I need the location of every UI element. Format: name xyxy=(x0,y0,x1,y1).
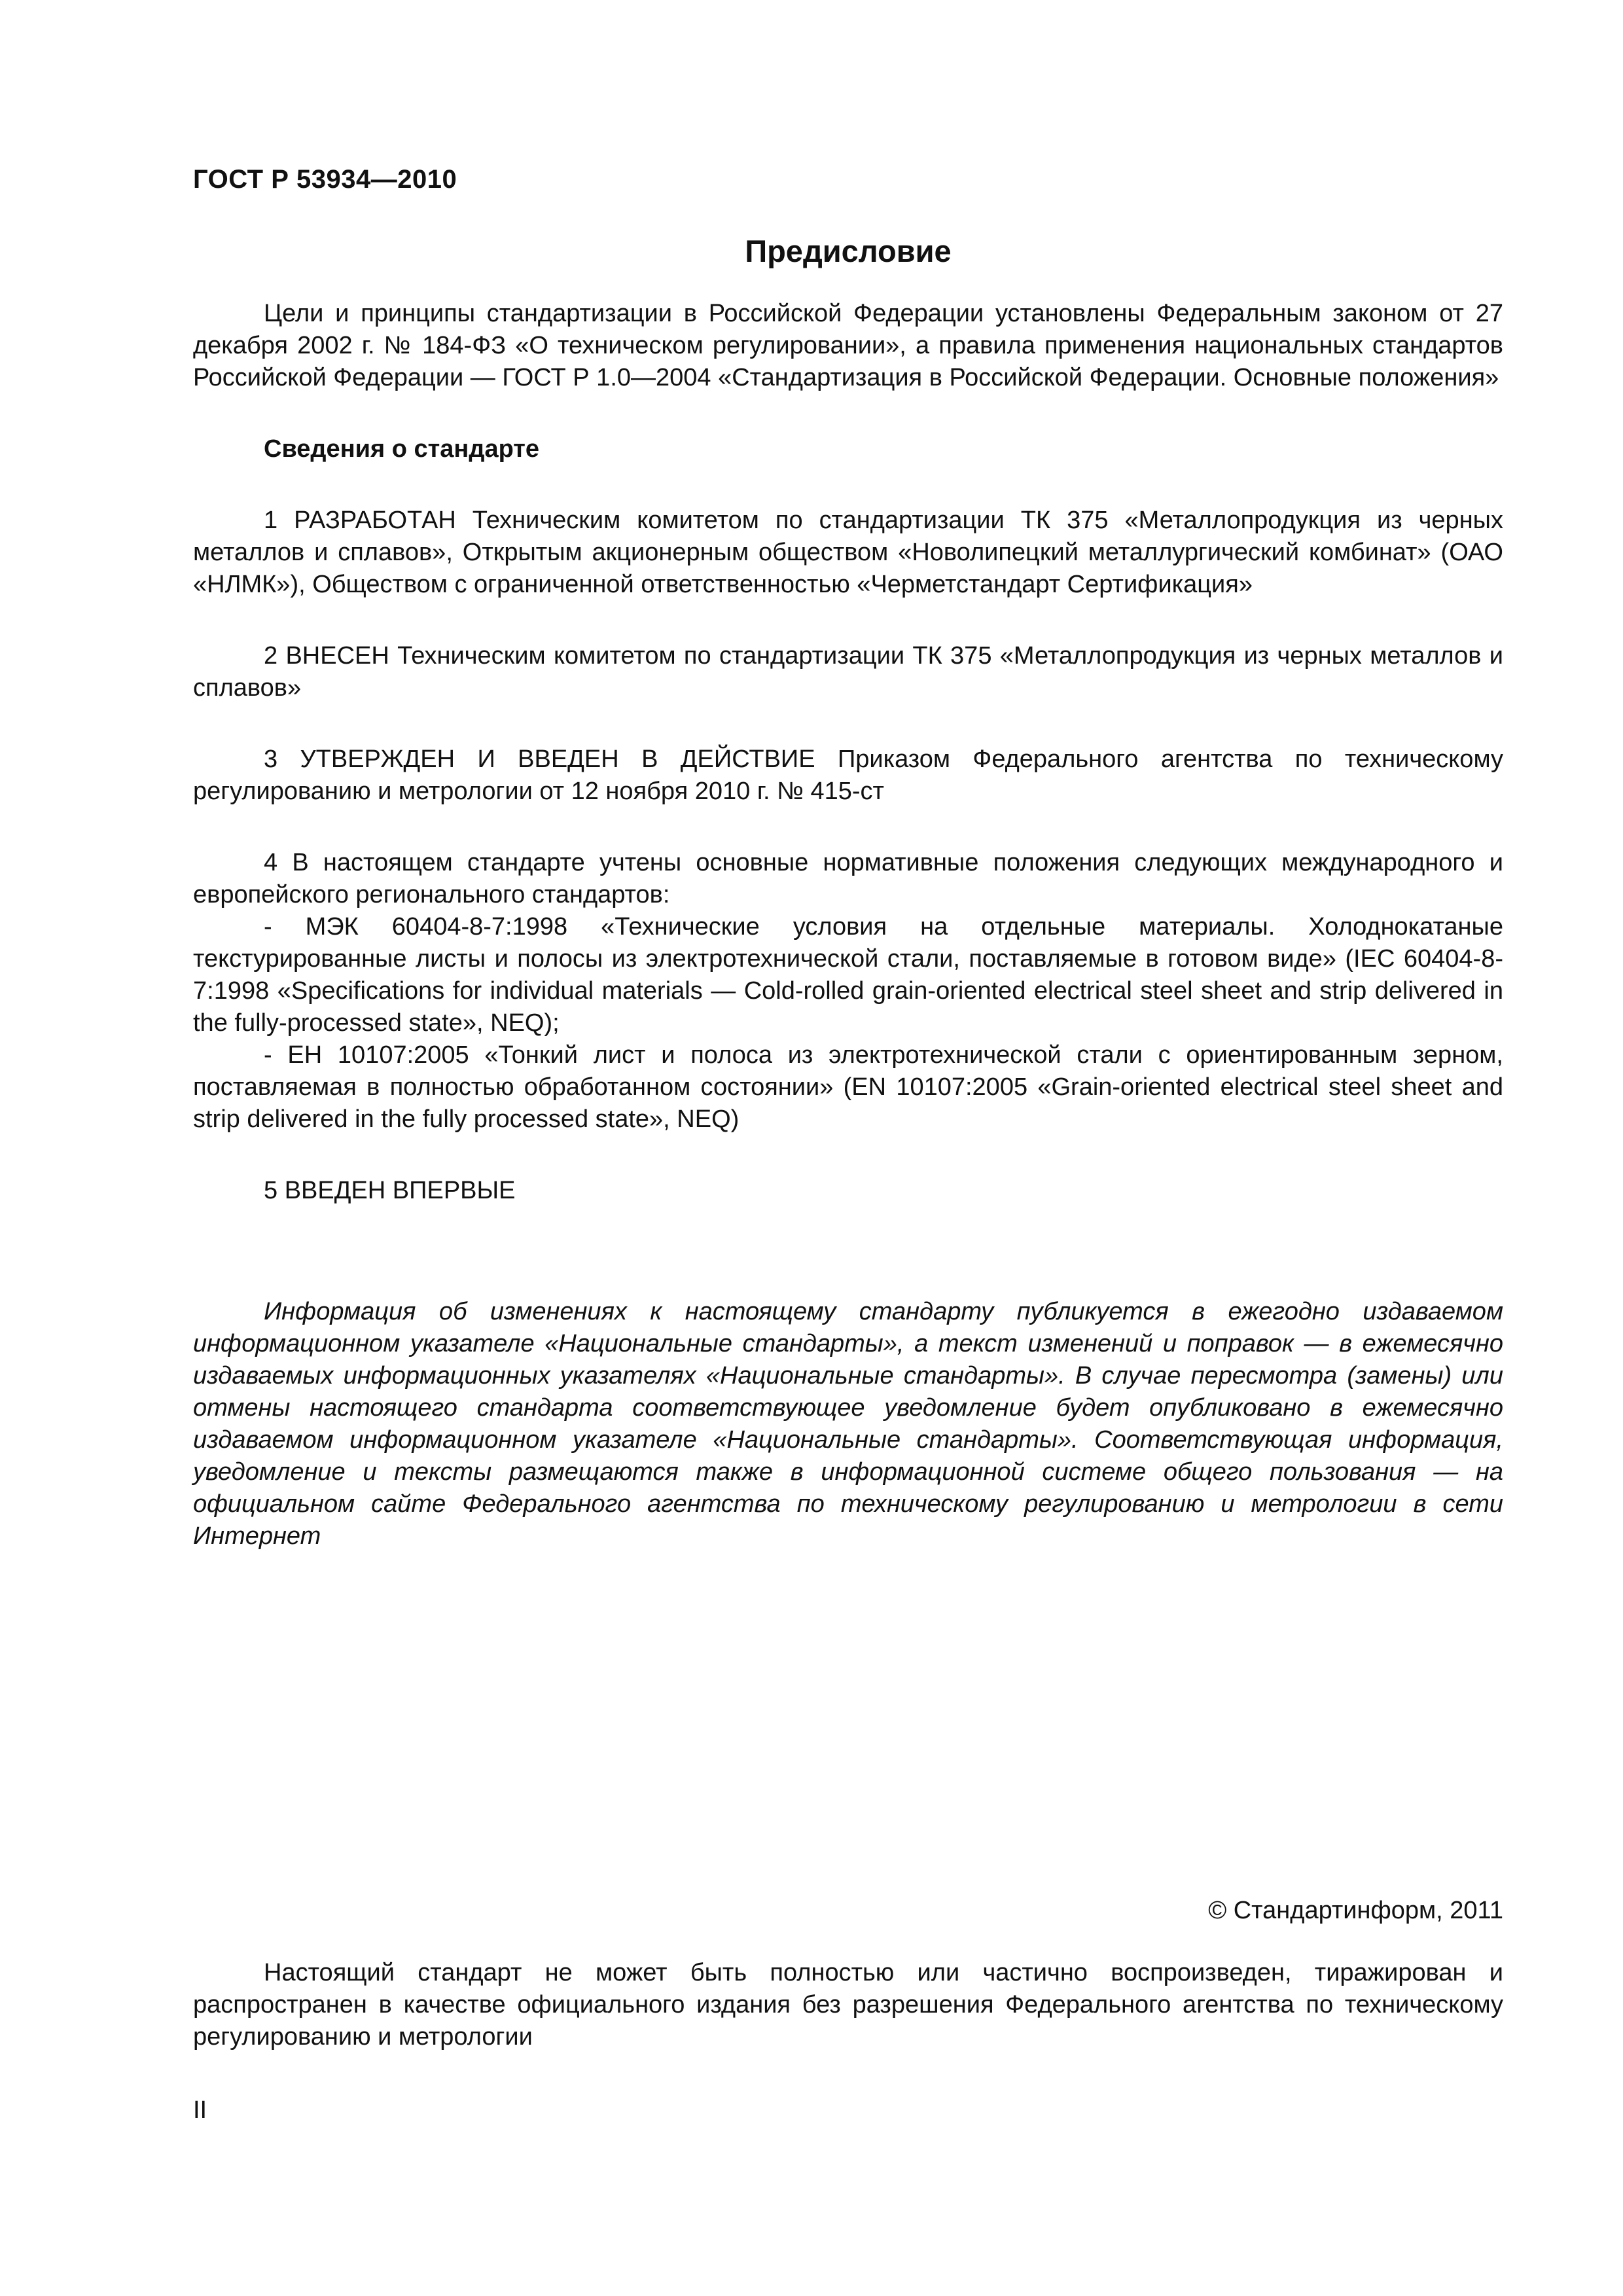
item-2-introduced: 2 ВНЕСЕН Техническим комитетом по стандартизации ТК 375 «Металлопродукция из черных металлов и сплавов» xyxy=(193,642,1503,702)
standard-info-heading: Сведения о стандарте xyxy=(264,435,540,463)
item-4-sub-en: - ЕН 10107:2005 «Тонкий лист и полоса из электротехнической стали с ориентированным зерном, поставляемая в полностью обработанном состоянии» (EN 10107:2005 «Grain-oriented electrical steel sheet and strip delivered in the fully processed state», NEQ) xyxy=(193,1041,1503,1133)
page-title: Предисловие xyxy=(745,234,952,268)
page-number: II xyxy=(193,2096,207,2124)
copyright-line: © Стандартинформ, 2011 xyxy=(1208,1897,1503,1924)
item-3-approved: 3 УТВЕРЖДЕН И ВВЕДЕН В ДЕЙСТВИЕ Приказом Федерального агентства по техническому регулированию и метрологии от 12 ноября 2010 г. № 415-ст xyxy=(193,745,1503,805)
changes-info-notice: Информация об изменениях к настоящему стандарту публикуется в ежегодно издаваемом информационном указателе «Национальные стандарты», а текст изменений и поправок — в ежемесячно издаваемых информационных указателях «Национальные стандарты». В случае пересмотра (замены) или отмены настоящего стандарта соответствующее уведомление будет опубликовано в ежемесячно издаваемом информационном указателе «Национальные стандарты». Соответствующая информация, уведомление и тексты размещаются также в информационной системе общего пользования — на официальном сайте Федерального агентства по техническому регулированию и метрологии в сети Интернет xyxy=(193,1298,1503,1550)
item-4-based-on: 4 В настоящем стандарте учтены основные нормативные положения следующих международного и европейского регионального стандартов: xyxy=(193,849,1503,908)
reproduction-notice: Настоящий стандарт не может быть полностью или частично воспроизведен, тиражирован и распространен в качестве официального издания без разрешения Федерального агентства по техническому регулированию и метрологии xyxy=(193,1959,1503,2051)
item-4-sub-iec: - МЭК 60404-8-7:1998 «Технические условия на отдельные материалы. Холоднокатаные текстурированные листы и полосы из электротехнической стали, поставляемые в готовом виде» (IEC 60404-8-7:1998 «Specifications for individual materials — Cold-rolled grain-oriented electrical steel sheet and strip delivered in the fully-processed state», NEQ); xyxy=(193,913,1503,1037)
document-page xyxy=(193,0,1503,2296)
item-5-first-introduced: 5 ВВЕДЕН ВПЕРВЫЕ xyxy=(264,1177,516,1204)
document-id-header: ГОСТ Р 53934—2010 xyxy=(193,165,457,194)
item-1-developed: 1 РАЗРАБОТАН Техническим комитетом по стандартизации ТК 375 «Металлопродукция из черных металлов и сплавов», Открытым акционерным обществом «Новолипецкий металлургический комбинат» (ОАО «НЛМК»), Обществом с ограниченной ответственностью «Черметстандарт Сертификация» xyxy=(193,507,1503,598)
foreword-body xyxy=(193,298,1503,1207)
intro-paragraph: Цели и принципы стандартизации в Российской Федерации установлены Федеральным законом от 27 декабря 2002 г. № 184-ФЗ «О техническом регулировании», а правила применения национальных стандартов Российской Федерации — ГОСТ Р 1.0—2004 «Стандартизация в Российской Федерации. Основные положения» xyxy=(193,300,1503,391)
